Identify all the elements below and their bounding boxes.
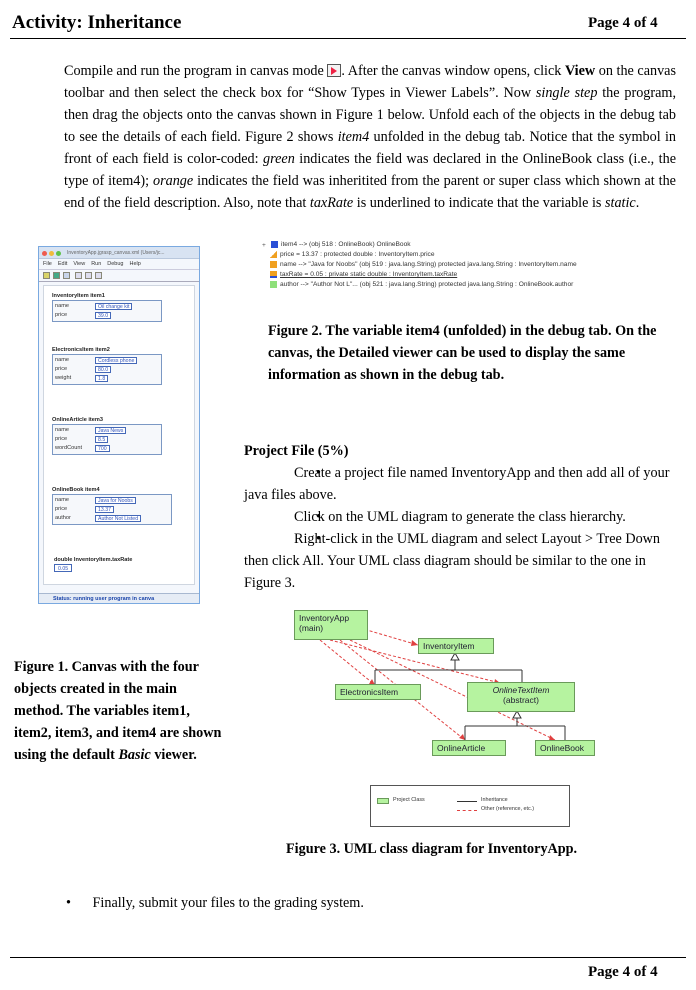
intro-text: is underlined to indicate that the variable is xyxy=(353,195,605,211)
menu-run[interactable]: Run xyxy=(91,261,102,267)
uml-class-name: InventoryApp xyxy=(299,613,350,623)
page-header-title: Activity: Inheritance xyxy=(12,12,182,33)
field-name: name xyxy=(55,427,69,433)
field-value: Oil change kit xyxy=(95,303,132,310)
intro-text: . xyxy=(635,195,640,211)
field-value: Java for Noobs xyxy=(95,497,136,504)
legend-inheritance-label: Inheritance xyxy=(481,797,508,803)
legend-other-label: Other (reference, etc.) xyxy=(481,806,535,812)
project-bullet: • Right-click in the UML diagram and select Layout > Tree Down then click All. Your UML class diagram should be similar to the one in Figure 3. xyxy=(244,528,674,594)
final-bullet xyxy=(66,892,364,914)
intro-text: Compile and run the program in canvas mode xyxy=(64,63,328,79)
view-term: View xyxy=(564,63,596,79)
field-name: wordCount xyxy=(55,445,83,451)
field-name: price xyxy=(55,436,68,442)
figure2-caption: Figure 2. The variable item4 (unfolded) in the debug tab. On the canvas, the Detailed viewer can be used to display the same information as shown in the debug tab. xyxy=(268,323,657,383)
page-header-number: Page 4 of 4 xyxy=(588,15,658,31)
intro-text: unfolded in the debug tab. Notice that the symbol in front of each field is color-coded: xyxy=(64,129,677,167)
field-value: 1.8 xyxy=(95,375,108,382)
object-title: ElectronicsItem item2 xyxy=(52,347,110,353)
uml-class-inventoryitem[interactable] xyxy=(418,638,494,654)
legend-project-swatch xyxy=(377,798,389,804)
menu-edit[interactable]: Edit xyxy=(57,261,68,267)
field-name: author xyxy=(55,515,71,521)
legend-other-line xyxy=(457,810,477,811)
debug-text: name --> "Java for Noobs" (obj 519 : java.lang.String) protected java.lang.String : InventoryItem.name xyxy=(280,261,577,268)
expand-icon[interactable]: + xyxy=(262,241,266,249)
project-bullet: • Click on the UML diagram to generate the class hierarchy. xyxy=(244,506,674,528)
static-term: static xyxy=(604,195,636,211)
project-file-heading: Project File (5%) xyxy=(244,443,349,459)
single-step-term: single step xyxy=(535,85,598,101)
uml-class-name: OnlineArticle xyxy=(437,743,486,753)
uml-legend xyxy=(370,785,570,827)
green-term: green xyxy=(263,151,295,167)
uml-class-name: InventoryItem xyxy=(423,641,475,651)
field-name: weight xyxy=(55,375,72,381)
intro-text: the program, then drag the objects onto the canvas shown in Figure 1 below. Unfold each of the objects in the debug tab to see the details of each field. Figure 2 shows xyxy=(64,85,676,145)
static-field-value: 0.05 xyxy=(54,564,72,572)
figure3-caption: Figure 3. UML class diagram for InventoryApp. xyxy=(286,841,578,857)
legend-inheritance-line xyxy=(457,801,477,802)
debug-text: price = 13.37 : protected double : InventoryItem.price xyxy=(280,251,435,258)
uml-class-onlinearticle[interactable] xyxy=(432,740,506,756)
taxrate-term: taxRate xyxy=(309,195,354,211)
field-name: name xyxy=(55,497,69,503)
project-bullet: • Create a project file named InventoryApp and then add all of your java files above. xyxy=(244,462,674,506)
field-name: price xyxy=(55,506,68,512)
field-value: 700 xyxy=(95,445,110,452)
uml-class-inventoryapp[interactable] xyxy=(294,610,368,640)
basic-term: Basic xyxy=(118,747,151,763)
field-value: 13.37 xyxy=(95,506,114,513)
page-footer-number: Page 4 of 4 xyxy=(588,964,658,980)
uml-class-name: OnlineTextItem xyxy=(492,685,550,695)
field-name: name xyxy=(55,303,69,309)
canvas-status-bar: Status: running user program in canva xyxy=(39,593,199,603)
figure1-caption-text: Figure 1. Canvas with the four objects created in the main method. The variables item1, item2, item3, and item4 are shown using the default xyxy=(14,659,222,763)
menu-help[interactable]: Help xyxy=(129,261,141,267)
intro-text: indicates the field was inheritited from the parent or super class which shown at the end of the field description. Also, note that xyxy=(64,173,676,211)
intro-text: on the canvas toolbar and then select the check box for “Show Types in Viewer Labels”. Now xyxy=(64,63,677,101)
legend-project-label: Project Class xyxy=(393,797,425,803)
uml-stereotype: (main) xyxy=(299,623,324,633)
final-bullet-text: Finally, submit your files to the grading system. xyxy=(92,895,364,911)
figure1-caption-text: viewer. xyxy=(150,747,197,763)
field-value: 8.5 xyxy=(95,436,108,443)
field-value: Author Not Listed xyxy=(95,515,141,522)
field-value: Java News xyxy=(95,427,126,434)
orange-term: orange xyxy=(153,173,194,189)
menu-debug[interactable]: Debug xyxy=(107,261,124,267)
menu-file[interactable]: File xyxy=(43,261,52,267)
field-value: 39.0 xyxy=(95,312,111,319)
uml-stereotype: (abstract) xyxy=(503,695,539,705)
field-value: 80.0 xyxy=(95,366,111,373)
field-name: price xyxy=(55,312,68,318)
intro-text: indicates the field was declared in the OnlineBook class (i.e., the type of item4); xyxy=(64,151,676,189)
object-title: OnlineBook item4 xyxy=(52,487,100,493)
intro-text: . After the canvas window opens, click xyxy=(341,63,565,79)
object-title: OnlineArticle item3 xyxy=(52,417,103,423)
uml-class-name: ElectronicsItem xyxy=(340,687,399,697)
canvas-title-text: InventoryApp.jgrasp_canvas.xml (Users/jc... xyxy=(67,250,165,256)
debug-text: taxRate = 0.05 : private static double : InventoryItem.taxRate xyxy=(280,271,458,278)
uml-class-name: OnlineBook xyxy=(540,743,584,753)
uml-class-onlinebook[interactable] xyxy=(535,740,595,756)
item4-term: item4 xyxy=(337,129,370,145)
menu-view[interactable]: View xyxy=(73,261,86,267)
debug-text: item4 --> (obj 518 : OnlineBook) OnlineBook xyxy=(281,241,411,248)
debug-text: author --> "Author Not L"... (obj 521 : java.lang.String) protected java.lang.String : OnlineBook.author xyxy=(280,281,574,288)
uml-class-electronicsitem[interactable] xyxy=(335,684,421,700)
bullet-icon: • xyxy=(66,895,71,911)
uml-class-onlinetextitem[interactable] xyxy=(467,682,575,712)
field-value: Cordless phone xyxy=(95,357,137,364)
footer-rule xyxy=(10,957,686,958)
object-title: InventoryItem item1 xyxy=(52,293,105,299)
static-field-label: double InventoryItem.taxRate xyxy=(54,557,133,563)
field-name: name xyxy=(55,357,69,363)
field-name: price xyxy=(55,366,68,372)
